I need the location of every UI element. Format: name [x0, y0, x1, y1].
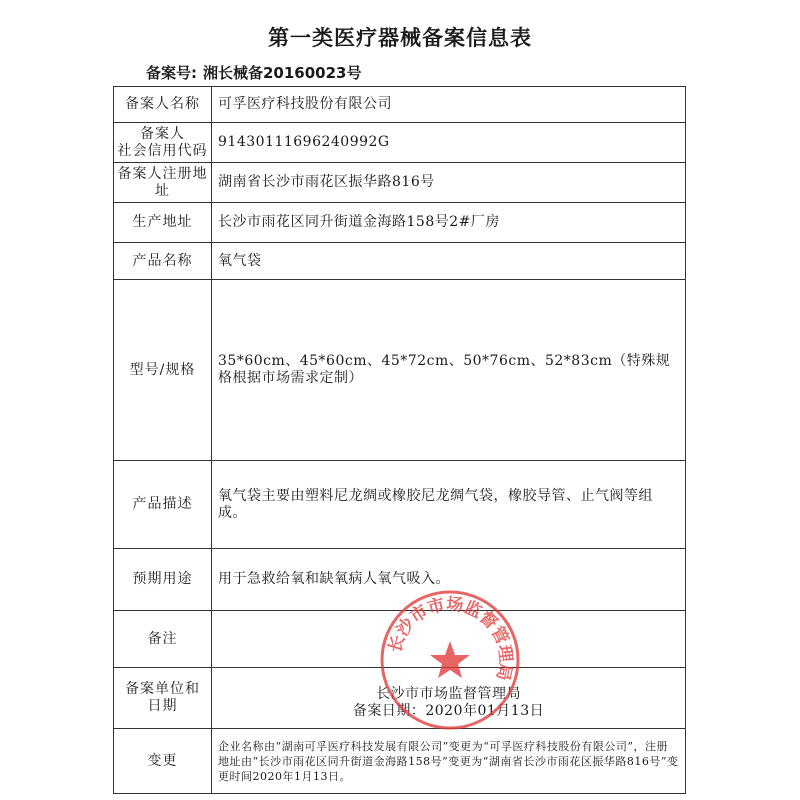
table-row-credit-code — [114, 123, 686, 163]
row-label — [114, 163, 212, 203]
row-value: 91430111696240992G — [212, 123, 686, 163]
row-label-line: 备案人注册地 — [117, 165, 208, 182]
table-row-product-description — [114, 461, 686, 549]
row-label: 备案人名称 — [114, 87, 212, 123]
table-row-remarks — [114, 611, 686, 668]
row-label-line: 社会信用代码 — [117, 142, 208, 159]
row-value: 长沙市雨花区同升街道金海路158号2#厂房 — [212, 203, 686, 243]
filing-unit: 长沙市市场监督管理局 — [376, 686, 521, 702]
row-label: 预期用途 — [114, 549, 212, 611]
filing-number-value: 湘长械备20160023号 — [203, 64, 362, 82]
table-row-production-address — [114, 203, 686, 243]
row-value: 氧气袋 — [212, 243, 686, 280]
row-label: 变更 — [114, 729, 212, 794]
row-value: 可孚医疗科技股份有限公司 — [212, 87, 686, 123]
seal-text: 长沙市市场监督管理局 — [385, 594, 516, 683]
row-value: 用于急救给氧和缺氧病人氧气吸入。 — [212, 549, 686, 611]
table-row-intended-use — [114, 549, 686, 611]
table-row-product-name — [114, 243, 686, 280]
row-label-line: 日期 — [147, 698, 178, 714]
page-title: 第一类医疗器械备案信息表 — [268, 26, 532, 50]
row-label-line: 备案人 — [140, 125, 185, 142]
filing-date: 备案日期：2020年01月13日 — [352, 703, 545, 719]
row-value — [212, 668, 686, 729]
filing-info-table — [113, 86, 686, 794]
row-label: 型号/规格 — [114, 280, 212, 461]
row-value: 氧气袋主要由塑料尼龙绸或橡胶尼龙绸气袋，橡胶导管、止气阀等组成。 — [212, 461, 686, 549]
filing-number — [146, 62, 368, 83]
row-label: 生产地址 — [114, 203, 212, 243]
table-row-registered-address — [114, 163, 686, 203]
table-row-model-spec — [114, 280, 686, 461]
row-label: 产品描述 — [114, 461, 212, 549]
table-row-changes — [114, 729, 686, 794]
row-label — [114, 668, 212, 729]
row-value: 湖南省长沙市雨花区振华路816号 — [212, 163, 686, 203]
row-label-line: 备案单位和 — [125, 681, 200, 697]
table-row-filer-name — [114, 87, 686, 123]
row-label-line: 址 — [155, 182, 170, 199]
row-label: 备注 — [114, 611, 212, 668]
table-row-filing-unit-date — [114, 668, 686, 729]
row-label: 产品名称 — [114, 243, 212, 280]
row-value: 35*60cm、45*60cm、45*72cm、50*76cm、52*83cm（特殊规格根据市场需求定制） — [212, 280, 686, 461]
row-value: 企业名称由“湖南可孚医疗科技发展有限公司”变更为“可孚医疗科技股份有限公司”，注册地址由“长沙市雨花区同升街道金海路158号”变更为“湖南省长沙市雨花区振华路816号”变更时间2020年1月13日。 — [212, 729, 686, 794]
filing-number-label: 备案号: — [146, 64, 197, 82]
row-label — [114, 123, 212, 163]
row-value — [212, 611, 686, 668]
